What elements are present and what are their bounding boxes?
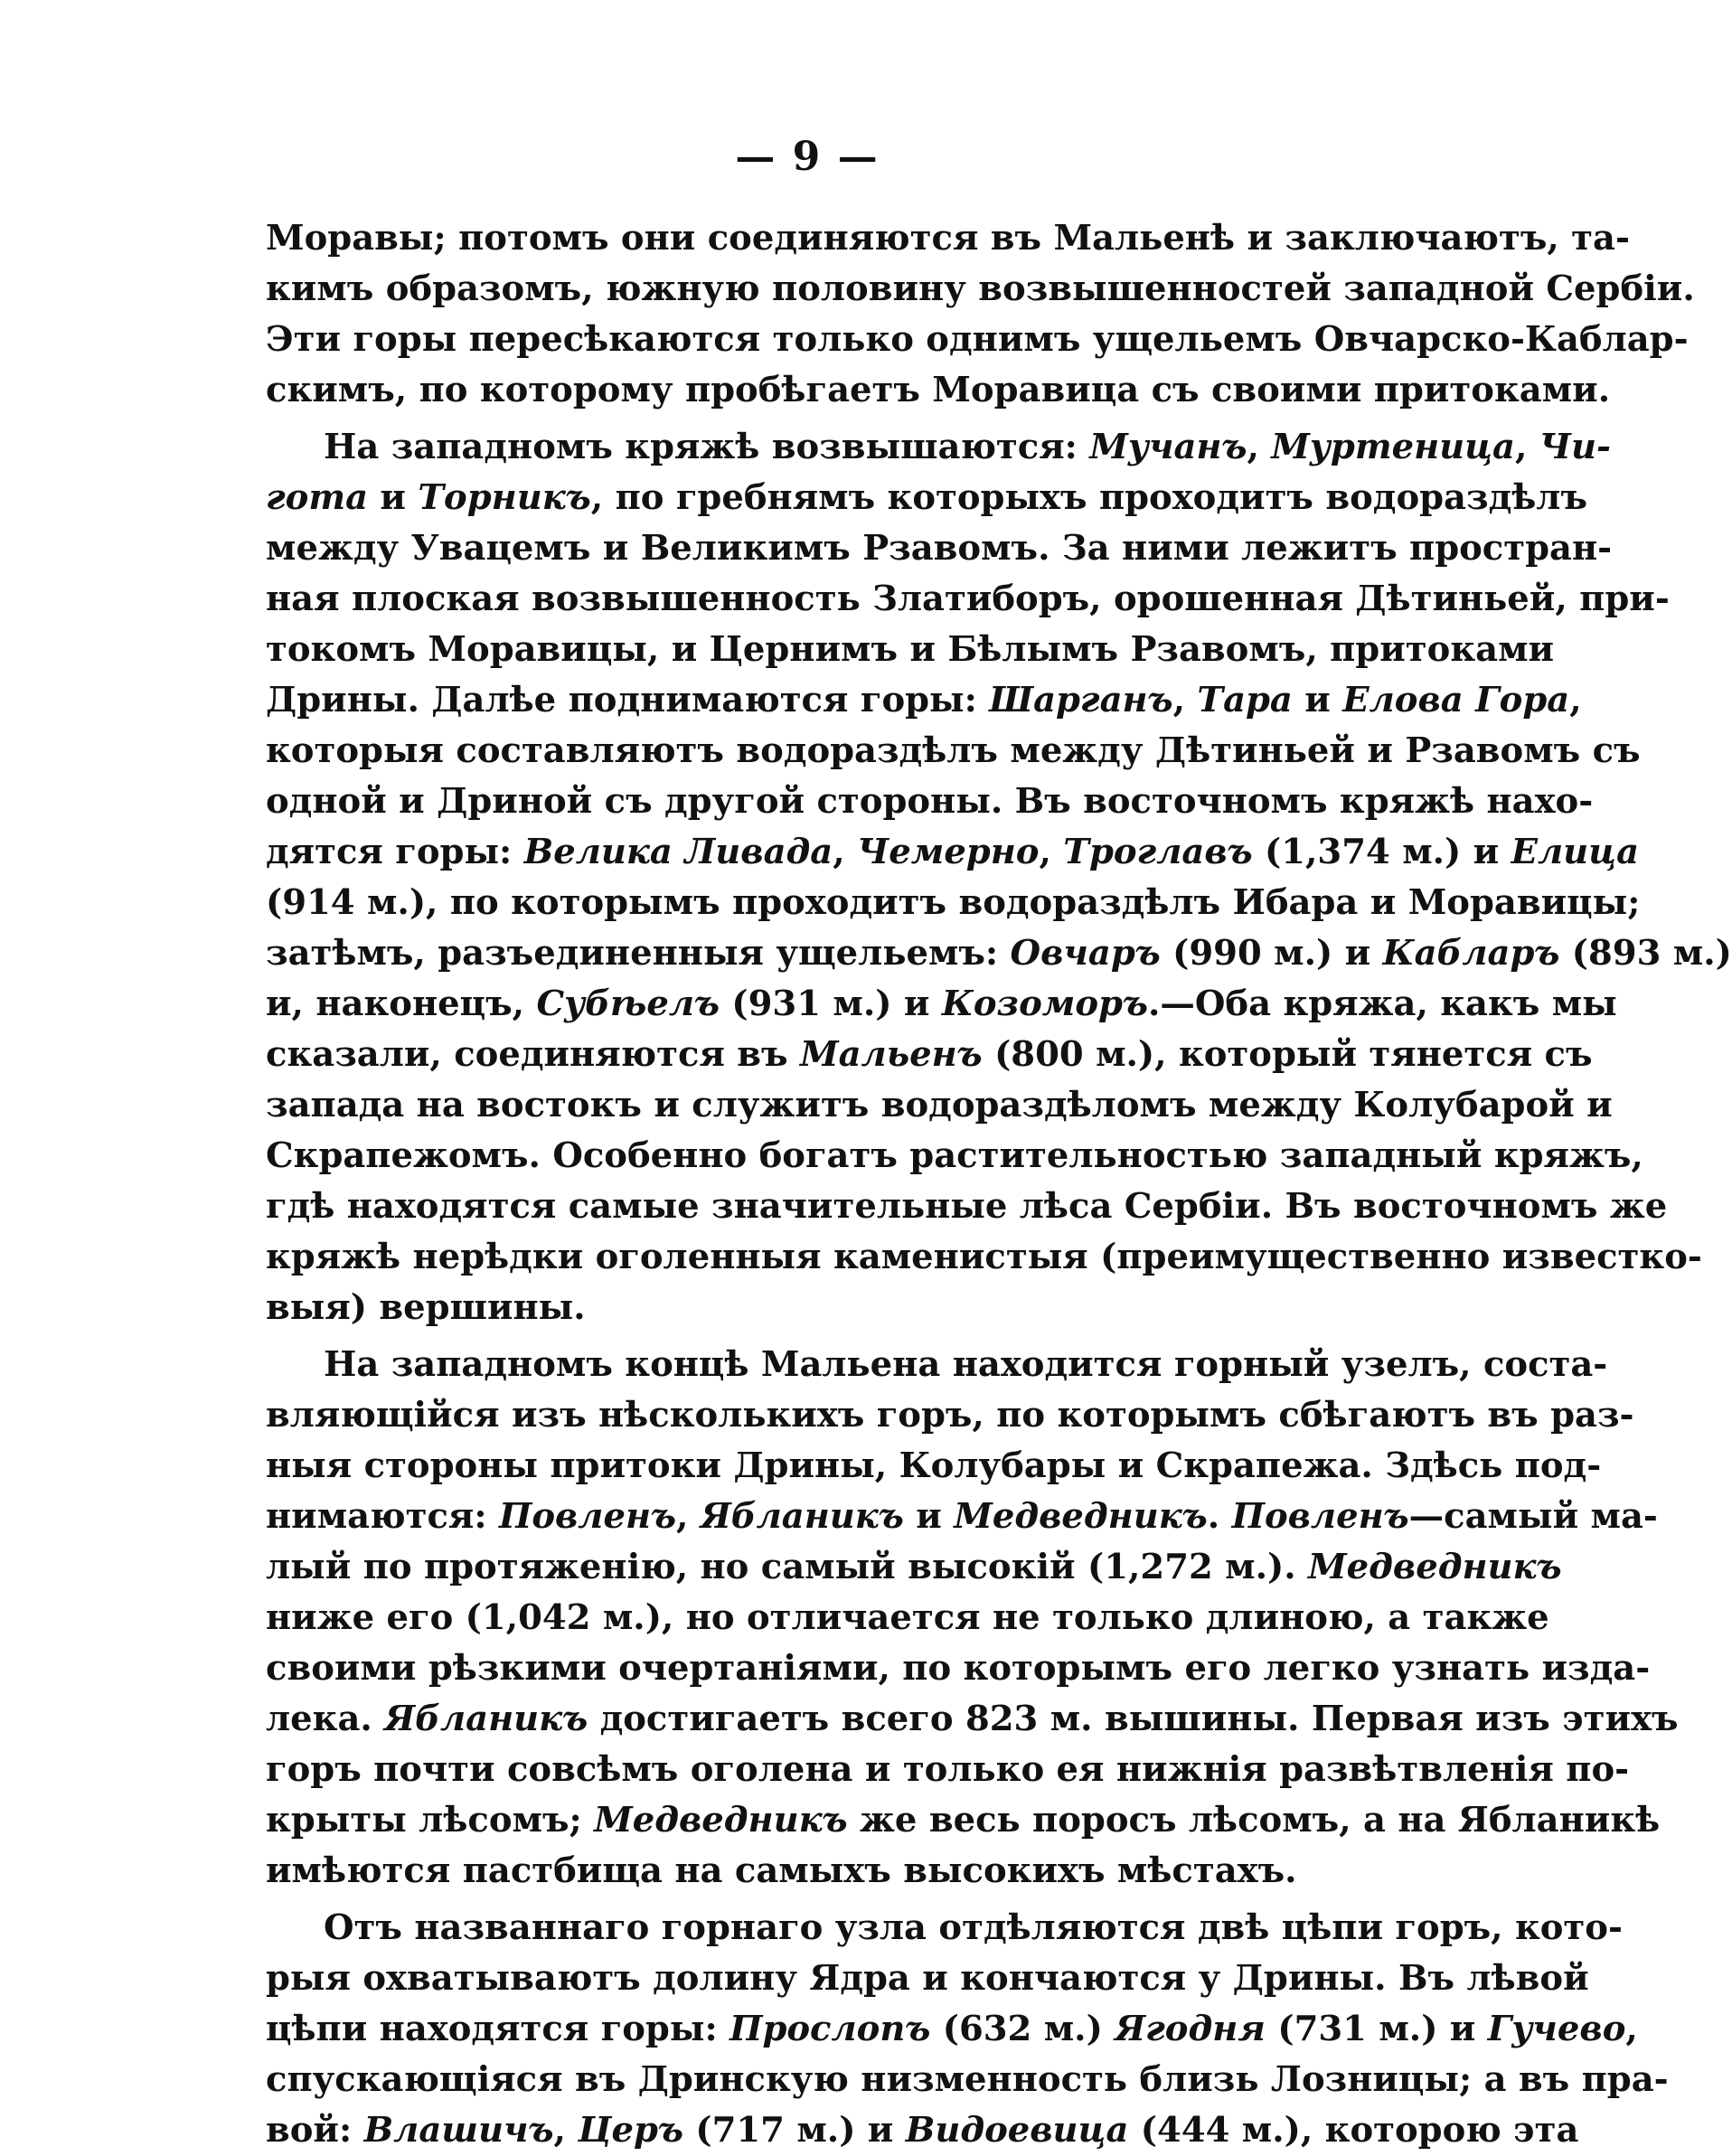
- text-line: горъ почти совсѣмъ оголена и только ея нижнія развѣтвленія по-: [266, 1749, 1630, 1790]
- text-line: которыя составляютъ водораздѣлъ между Дѣтиньей и Рзавомъ съ: [266, 730, 1641, 771]
- place-name: Медведникъ: [954, 1496, 1208, 1537]
- text-line: одной и Дриной съ другой стороны. Въ восточномъ кряжѣ нахо-: [266, 781, 1594, 822]
- place-name: Велика Ливада: [523, 832, 833, 872]
- place-name: Ябланикъ: [384, 1699, 588, 1739]
- place-name: Муртеница: [1271, 427, 1516, 467]
- place-name: Гучево: [1487, 2009, 1626, 2049]
- text-line: своими рѣзкими очертаніями, по которымъ его легко узнать изда-: [266, 1648, 1651, 1689]
- paragraph: [266, 1903, 1669, 2156]
- text-line: и, наконецъ, Субѣелъ (931 м.) и Козоморъ.—Оба кряжа, какъ мы: [266, 984, 1617, 1024]
- place-name: Субѣелъ: [536, 984, 720, 1024]
- place-name: Мучанъ: [1089, 427, 1247, 467]
- place-name: Повленъ: [498, 1496, 677, 1537]
- place-name: Медведникъ: [594, 1800, 848, 1841]
- text-line: гдѣ находятся самые значительные лѣса Сербіи. Въ восточномъ же: [266, 1186, 1668, 1227]
- text-line: нимаются: Повленъ, Ябланикъ и Медведникъ. Повленъ—самый ма-: [266, 1496, 1658, 1537]
- page-number: — 9 —: [735, 134, 880, 180]
- text-line: затѣмъ, разъединенныя ущельемъ: Овчаръ (990 м.) и Кабларъ (893 м.): [266, 933, 1732, 974]
- text-line: кимъ образомъ, южную половину возвышенностей западной Сербіи.: [266, 268, 1695, 309]
- text-line: скимъ, по которому пробѣгаетъ Моравица съ своими притоками.: [266, 370, 1611, 410]
- place-name: Торникъ: [418, 477, 591, 518]
- text-line: ная плоская возвышенность Златиборъ, орошенная Дѣтиньей, при-: [266, 579, 1670, 619]
- paragraph: [266, 422, 1732, 1333]
- text-line: Эти горы пересѣкаются только однимъ ущельемъ Овчарско-Каблар-: [266, 319, 1689, 360]
- text-line: ниже его (1,042 м.), но отличается не только длиною, а также: [266, 1597, 1549, 1638]
- place-name: Чи-: [1539, 427, 1611, 467]
- text-line: между Увацемъ и Великимъ Рзавомъ. За ними лежитъ простран-: [266, 528, 1613, 569]
- text-line: На западномъ концѣ Мальена находится горный узелъ, соста-: [324, 1344, 1608, 1385]
- text-line: Моравы; потомъ они соединяются въ Мальенѣ и заключаютъ, та-: [266, 218, 1630, 259]
- place-name: Шарганъ: [989, 680, 1173, 720]
- place-name: гота: [266, 477, 369, 518]
- text-line: цѣпи находятся горы: Прослопъ (632 м.) Ягодня (731 м.) и Гучево,: [266, 2009, 1638, 2049]
- place-name: Мальенъ: [799, 1034, 983, 1075]
- text-line: крыты лѣсомъ; Медведникъ же весь поросъ лѣсомъ, а на Ябланикѣ: [266, 1800, 1661, 1841]
- place-name: Прослопъ: [730, 2009, 931, 2049]
- place-name: Видоевица: [905, 2110, 1129, 2151]
- text-line: сказали, соединяются въ Мальенъ (800 м.), который тянется съ: [266, 1034, 1593, 1075]
- place-name: Медведникъ: [1308, 1547, 1562, 1587]
- text-line: выя) вершины.: [266, 1287, 586, 1328]
- place-name: Влашичъ: [363, 2110, 554, 2151]
- text-line: вой: Влашичъ, Церъ (717 м.) и Видоевица (444 м.), которою эта: [266, 2110, 1579, 2151]
- place-name: Елица: [1511, 832, 1640, 872]
- text-line: гота и Торникъ, по гребнямъ которыхъ проходитъ водораздѣлъ: [266, 477, 1587, 518]
- text-line: лека. Ябланикъ достигаетъ всего 823 м. вышины. Первая изъ этихъ: [266, 1699, 1679, 1739]
- text-line: На западномъ кряжѣ возвышаются: Мучанъ, Муртеница, Чи-: [324, 427, 1611, 467]
- text-line: лый по протяженію, но самый высокій (1,272 м.). Медведникъ: [266, 1547, 1562, 1587]
- text-line: ныя стороны притоки Дрины, Колубары и Скрапежа. Здѣсь под-: [266, 1445, 1602, 1486]
- place-name: Елова Гора: [1342, 680, 1570, 720]
- text-line: (914 м.), по которымъ проходитъ водораздѣлъ Ибара и Моравицы;: [266, 882, 1641, 923]
- place-name: Ягодня: [1115, 2009, 1266, 2049]
- place-name: Тара: [1197, 680, 1293, 720]
- place-name: Церъ: [578, 2110, 683, 2151]
- text-line: вляющійся изъ нѣсколькихъ горъ, по которымъ сбѣгаютъ въ раз-: [266, 1395, 1634, 1436]
- place-name: Овчаръ: [1010, 933, 1161, 974]
- place-name: Кабларъ: [1382, 933, 1560, 974]
- paragraph: [266, 1340, 1679, 1897]
- text-line: Скрапежомъ. Особенно богатъ растительностью западный кряжъ,: [266, 1135, 1643, 1176]
- text-line: дятся горы: Велика Ливада, Чемерно, Троглавъ (1,374 м.) и Елица: [266, 832, 1640, 872]
- body-text: [266, 213, 1732, 2156]
- place-name: Ябланикъ: [700, 1496, 904, 1537]
- text-line: запада на востокъ и служитъ водораздѣломъ между Колубарой и: [266, 1085, 1613, 1125]
- text-line: токомъ Моравицы, и Цернимъ и Бѣлымъ Рзавомъ, притоками: [266, 629, 1555, 670]
- paragraph: [266, 213, 1695, 416]
- place-name: Козоморъ: [941, 984, 1148, 1024]
- place-name: Чемерно: [857, 832, 1040, 872]
- text-line: рыя охватываютъ долину Ядра и кончаются у Дрины. Въ лѣвой: [266, 1958, 1589, 1999]
- text-line: спускающіяся въ Дринскую низменность близь Лозницы; а въ пра-: [266, 2059, 1669, 2100]
- place-name: Троглавъ: [1063, 832, 1253, 872]
- place-name: Повленъ: [1231, 1496, 1409, 1537]
- text-line: кряжѣ нерѣдки оголенныя каменистыя (преимущественно известко-: [266, 1237, 1702, 1277]
- text-line: Дрины. Далѣе поднимаются горы: Шарганъ, Тара и Елова Гора,: [266, 680, 1582, 720]
- text-line: имѣются пастбища на самыхъ высокихъ мѣстахъ.: [266, 1850, 1297, 1891]
- text-line: Отъ названнаго горнаго узла отдѣляются двѣ цѣпи горъ, кото-: [324, 1907, 1623, 1948]
